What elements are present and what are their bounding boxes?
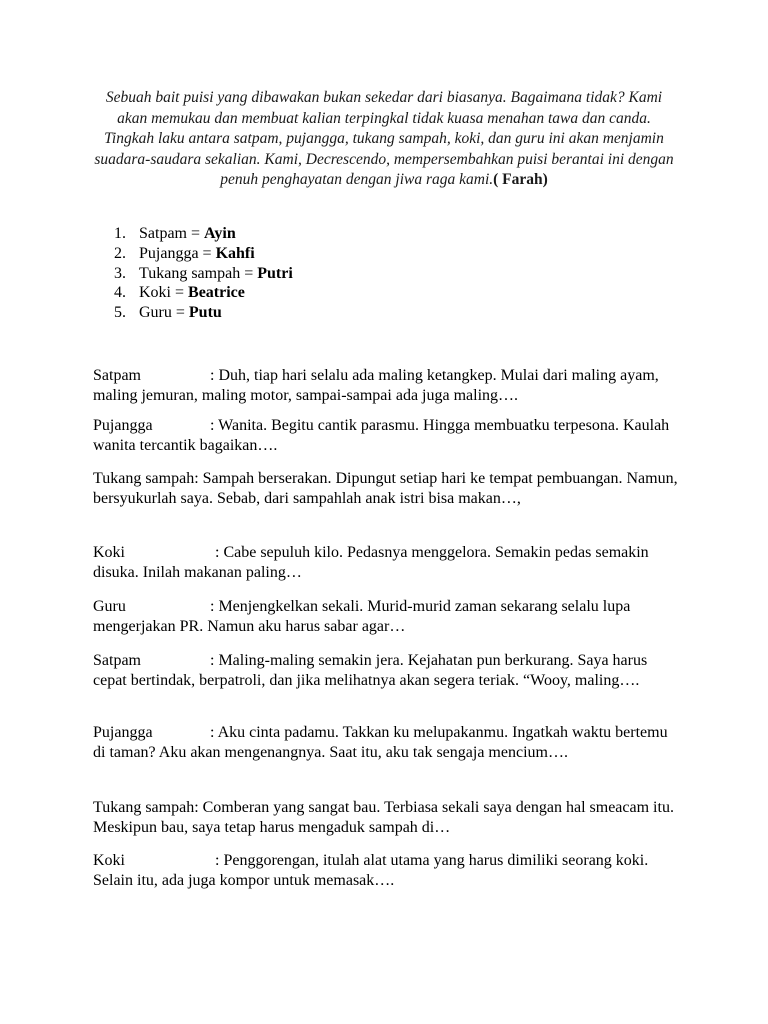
intro-text: Sebuah bait puisi yang dibawakan bukan sekedar dari biasanya. Bagaimana tidak? Kami akan memukau dan membuat kalian terpingkal tidak kuasa menahan tawa dan canda. Tingkah laku antara satpam, pujangga, tukang sampah, koki, dan guru ini akan menjamin suadara-saudara sekalian. Kami, Decrescendo, mempersembahkan puisi berantai ini dengan penuh penghayatan dengan jiwa raga kami. — [94, 89, 674, 188]
dialog-line — [93, 723, 683, 762]
dialog-text: : Menjengkelkan sekali. Murid-murid zaman sekarang selalu lupa mengerjakan PR. Namun aku harus sabar agar… — [93, 598, 631, 635]
dialog-text: : Duh, tiap hari selalu ada maling ketangkep. Mulai dari maling ayam, maling jemuran, maling motor, sampai-sampai ada juga maling…. — [93, 367, 659, 404]
dialog-speaker: Pujangga — [93, 417, 153, 434]
cast-item — [114, 224, 293, 244]
dialog-speaker: Koki — [93, 852, 125, 869]
cast-number: 2. — [114, 244, 126, 262]
cast-name: Putu — [188, 304, 222, 322]
cast-item — [114, 244, 293, 264]
dialog-line — [93, 543, 683, 582]
dialog-speaker: Guru — [93, 598, 126, 615]
dialog-text: : Cabe sepuluh kilo. Pedasnya menggelora. Semakin pedas semakin disuka. Inilah makanan paling… — [93, 544, 649, 581]
dialog-text: : Maling-maling semakin jera. Kejahatan pun berkurang. Saya harus cepat bertindak, berpatroli, dan jika melihatnya akan segera teriak. “Wooy, maling…. — [93, 652, 648, 689]
dialog-text: : Comberan yang sangat bau. Terbiasa sekali saya dengan hal smeacam itu. Meskipun bau, saya tetap harus mengaduk sampah di… — [93, 799, 674, 836]
cast-list — [114, 224, 293, 323]
cast-number: 5. — [114, 304, 126, 322]
dialog-text: : Sampah berserakan. Dipungut setiap hari ke tempat pembuangan. Namun, bersyukurlah saya. Sebab, dari sampahlah anak istri bisa makan…, — [93, 470, 678, 507]
dialog-speaker: Koki — [93, 544, 125, 561]
dialog-line — [93, 851, 683, 890]
cast-name: Ayin — [204, 225, 236, 242]
cast-name: Kahfi — [215, 244, 255, 262]
intro-paragraph — [92, 88, 676, 191]
cast-item — [114, 264, 293, 284]
cast-role: Tukang sampah = — [139, 264, 258, 282]
dialog-speaker: Satpam — [93, 652, 141, 669]
dialog-line — [93, 597, 683, 636]
dialog-text: : Penggorengan, itulah alat utama yang harus dimiliki seorang koki. Selain itu, ada juga kompor untuk memasak…. — [93, 852, 649, 889]
dialog-line — [93, 651, 683, 690]
dialog-line — [93, 798, 683, 837]
dialog-speaker: Pujangga — [93, 724, 153, 741]
dialog-line — [93, 469, 683, 508]
dialog-line — [93, 416, 683, 455]
dialog-speaker: Tukang sampah — [93, 470, 195, 487]
dialog-line — [93, 366, 683, 405]
cast-number: 3. — [114, 264, 126, 282]
cast-item — [114, 283, 293, 303]
dialog-speaker: Tukang sampah — [93, 799, 195, 816]
dialog-text: : Wanita. Begitu cantik parasmu. Hingga membuatku terpesona. Kaulah wanita tercantik bagaikan…. — [93, 417, 670, 454]
cast-role: Koki = — [139, 284, 189, 302]
cast-item — [114, 303, 293, 323]
cast-name: Beatrice — [188, 284, 245, 302]
cast-name: Putri — [257, 264, 293, 282]
intro-author: ( Farah) — [493, 171, 548, 188]
dialog-text: : Aku cinta padamu. Takkan ku melupakanmu. Ingatkah waktu bertemu di taman? Aku akan mengenangnya. Saat itu, aku tak sengaja mencium…. — [93, 724, 668, 761]
cast-role: Satpam = — [139, 225, 205, 242]
cast-number: 4. — [114, 284, 126, 302]
dialog-speaker: Satpam — [93, 367, 141, 384]
cast-role: Guru = — [139, 304, 189, 322]
cast-role: Pujangga = — [139, 244, 216, 262]
cast-number: 1. — [114, 225, 126, 242]
